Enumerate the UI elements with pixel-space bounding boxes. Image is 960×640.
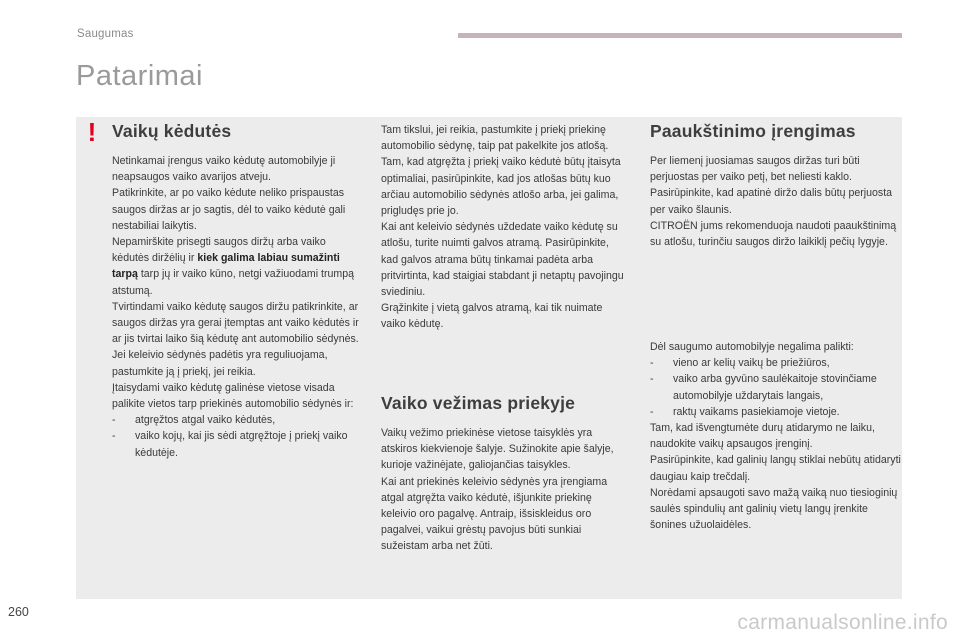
front-seat-body: [381, 425, 628, 555]
list-item: - vieno ar kelių vaikų be priežiūros,: [650, 357, 830, 370]
watermark: carmanualsonline.info: [737, 611, 948, 634]
middle-paragraph: Kai ant keleivio sėdynės uždedate vaiko kėdutę su atlošu, turite nuimti galvos atramą. Pasirūpinkite, kad galvos atrama būtų tinkamai padėta arba pritvirtinta, kad staigiai stabdant ji netaptų pavojingu sviediniu.: [381, 221, 624, 299]
middle-paragraph: Tam, kad atgręžta į priekį vaiko kėdutė būtų įtaisyta optimaliai, pasirūpinkite, kad jos atlošas būtų kuo arčiau automobilio sėdynės atlošo arba, jei galima, prigludęs prie jo.: [381, 156, 621, 218]
belts-text-post: tarp jų ir vaiko kūno, netgi važiuodami trumpą atstumą.: [112, 268, 355, 297]
safety-intro: Dėl saugumo automobilyje negalima palikti:: [650, 341, 854, 353]
child-seats-paragraph: Patikrinkite, ar po vaiko kėdute neliko prispaustas saugos diržas ar jo sagtis, dėl to vaiko kėdutė gali nestabiliai laikytis.: [112, 187, 346, 232]
safety-paragraph: Pasirūpinkite, kad galinių langų stiklai nebūtų atidaryti daugiau kaip trečdalį.: [650, 454, 901, 483]
safety-paragraph: Tam, kad išvengtumėte durų atidarymo ne laiku, naudokite vaikų apsaugos įrenginį.: [650, 422, 875, 451]
front-seat-paragraph: Kai ant priekinės keleivio sėdynės yra įrengiama atgal atgręžta vaiko kėdutė, išjunkite priekinę keleivio oro pagalvę. Antraip, išsiskleidus oro pagalvei, vaikui grėstų pavojus būti sunkiai sužeistam arba net žūti.: [381, 475, 608, 553]
section-label: Saugumas: [77, 28, 134, 40]
list-item: - atgręžtos atgal vaiko kėdutės,: [112, 414, 276, 427]
list-item: - vaiko kojų, kai jis sėdi atgręžtoje į priekį vaiko kėdutėje.: [112, 430, 348, 459]
middle-paragraph: Tam tikslui, jei reikia, pastumkite į priekį priekinę automobilio sėdynę, taip pat pakelkite jos atlošą.: [381, 124, 609, 153]
booster-body: [650, 153, 902, 250]
page-title: Patarimai: [76, 60, 203, 92]
warning-icon: !: [87, 117, 97, 147]
child-seats-paragraph: Netinkamai įrengus vaiko kėdutę automobilyje ji neapsaugos vaiko avarijos atveju.: [112, 155, 336, 184]
booster-paragraph: CITROËN jums rekomenduoja naudoti paaukštinimą su atlošu, turinčiu saugos diržo laikiklį pečių lygyje.: [650, 219, 897, 249]
child-seats-paragraph: Įtaisydami vaiko kėdutę galinėse vietose visada palikite vietos tarp priekinės automobilio sėdynės ir:: [112, 381, 354, 411]
child-seats-belts-paragraph: [112, 234, 362, 299]
list-item: - raktų vaikams pasiekiamoje vietoje.: [650, 405, 840, 418]
booster-paragraph: Pasirūpinkite, kad apatinė diržo dalis būtų perjuosta per vaiko šlaunis.: [650, 187, 893, 216]
header-rule: [458, 33, 902, 38]
booster-paragraph: Per liemenį juosiamas saugos diržas turi būti perjuostas per vaiko petį, bet neliesti kaklo.: [650, 155, 860, 184]
front-seat-paragraph: Vaikų vežimo priekinėse vietose taisyklės yra atskiros kiekvienoje šalyje. Sužinokite apie šalyje, kurioje važinėjate, galiojančias taisykles.: [381, 427, 614, 472]
safety-body: [650, 339, 902, 533]
child-seats-body: [112, 153, 362, 461]
safety-paragraph: Norėdami apsaugoti savo mažą vaiką nuo tiesioginių saulės spindulių ant galinių vietų langų įrenkite šonines užuolaidėles.: [650, 486, 898, 532]
belts-text-bold: kiek galima labiau sumažinti tarpą: [112, 252, 340, 281]
child-seats-paragraph: Tvirtindami vaiko kėdutę saugos diržu patikrinkite, ar saugos diržas yra gerai įtemptas ant vaiko kėdutės ir ar jis tvirtai laiko šią kėdutę ant automobilio sėdynės. Jei keleivio sėdynės padėtis yra reguliuojama, pastumkite ją į priekį, jei reikia.: [112, 300, 359, 378]
front-seat-heading: Vaiko vežimas priekyje: [381, 393, 576, 413]
middle-paragraph: Grąžinkite į vietą galvos atramą, kai tik nuimate vaiko kėdutę.: [381, 302, 603, 331]
page-number: 260: [8, 605, 29, 619]
middle-column-body: [381, 122, 628, 333]
child-seats-heading: Vaikų kėdutės: [112, 121, 232, 141]
belts-text-pre: Nepamirškite prisegti saugos diržų arba vaiko kėdutės diržėlių ir: [112, 236, 326, 265]
booster-heading: Paaukštinimo įrengimas: [650, 121, 856, 141]
list-item: - vaiko arba gyvūno saulėkaitoje stovinčiame automobilyje uždarytais langais,: [650, 373, 877, 402]
